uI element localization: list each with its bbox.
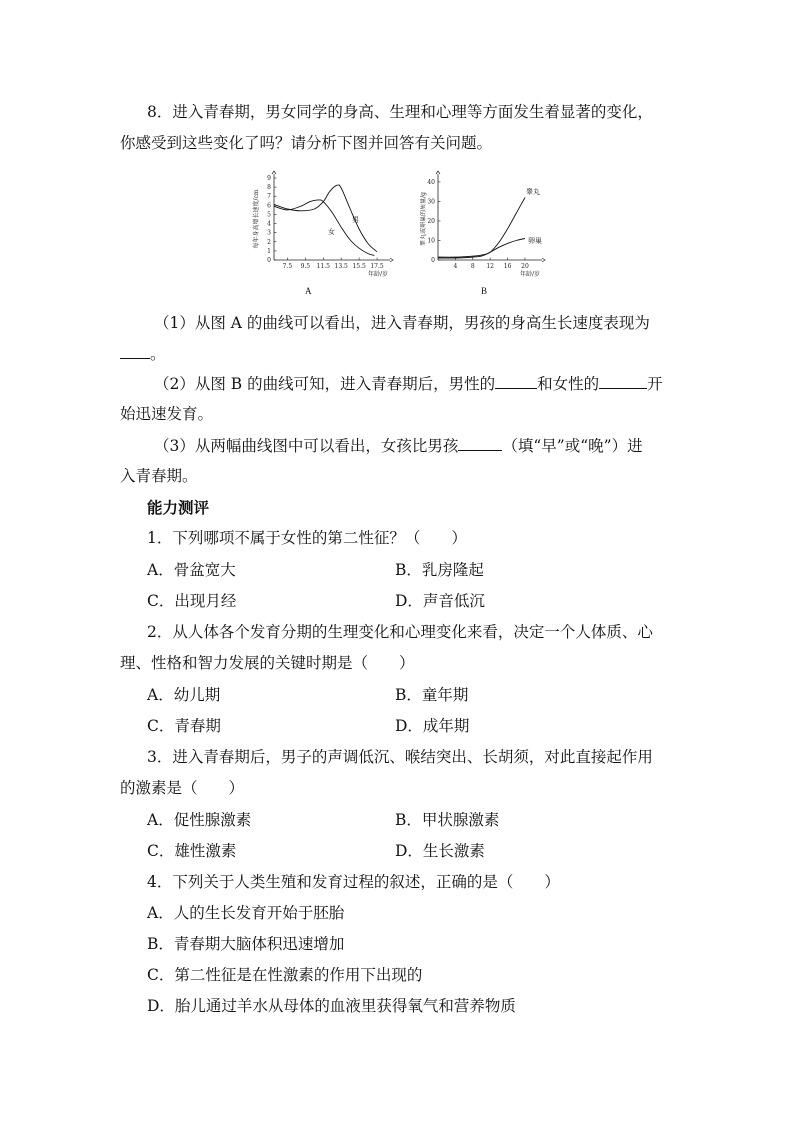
y-tick-label: 6 [267, 202, 271, 210]
y-axis-label: 每年身高增长速度/cm [253, 189, 260, 249]
series-label: 睾丸 [526, 188, 540, 196]
q8-sub1-line2 [120, 344, 166, 364]
q8-sub1-text: （1）从图 A 的曲线可以看出，进入青春期，男孩的身高生长速度表现为 [154, 314, 650, 332]
q8-sub1-end: 。 [150, 345, 166, 363]
figure-a-caption: A [305, 286, 312, 296]
q4-option-a[interactable]: A．人的生长发育开始于胚胎 [147, 904, 345, 922]
x-axis-label: 年龄/岁 [367, 271, 388, 278]
q2-stem-line1: 2．从人体各个发育分期的生理变化和心理变化来看，决定一个人体质、心 [147, 623, 653, 641]
y-tick-label: 0 [431, 257, 435, 264]
x-tick-label: 11.5 [316, 263, 330, 270]
y-axis-arrow [436, 171, 440, 174]
q1-option-b[interactable]: B．乳房隆起 [395, 561, 484, 579]
x-axis-arrow [542, 258, 545, 262]
y-tick-label: 1 [267, 247, 271, 255]
q1-option-c[interactable]: C．出现月经 [147, 592, 237, 610]
y-tick-label: 20 [427, 217, 435, 225]
series-line-1 [438, 198, 525, 258]
q8-line2: 你感受到这些变化了吗？请分析下图并回答有关问题。 [120, 134, 493, 152]
q4-option-c[interactable]: C．第二性征是在性激素的作用下出现的 [147, 966, 423, 984]
x-tick-label: 7.5 [282, 263, 293, 270]
y-tick-label: 8 [267, 184, 271, 192]
y-tick-label: 30 [427, 198, 435, 206]
x-tick-label: 15.5 [352, 263, 366, 270]
q8-sub1-line1 [154, 313, 650, 333]
x-tick-label: 4 [453, 263, 458, 270]
q8-sub2-text-a: （2）从图 B 的曲线可知，进入青春期后，男性的 [154, 375, 496, 393]
q8-line1: 8．进入青春期，男女同学的身高、生理和心理等方面发生着显著的变化， [147, 103, 653, 121]
q8-sub3-line1 [154, 436, 643, 456]
q2-option-a[interactable]: A．幼儿期 [147, 686, 221, 704]
x-tick-label: 20 [521, 263, 529, 270]
x-tick-label: 13.5 [334, 263, 348, 270]
q8-sub2-line2: 始迅速发育。 [120, 405, 214, 423]
series-label: 卵巢 [528, 237, 542, 245]
y-tick-label: 3 [267, 229, 271, 237]
section-title: 能力测评 [147, 498, 210, 517]
q3-option-a[interactable]: A．促性腺激素 [147, 811, 252, 829]
y-tick-label: 9 [267, 175, 271, 182]
x-tick-label: 17.5 [370, 263, 384, 270]
series-label: 男 [352, 216, 359, 224]
q3-option-c[interactable]: C．雄性激素 [147, 842, 237, 860]
x-tick-label: 12 [486, 263, 494, 270]
x-tick-label: 8 [470, 263, 475, 270]
q8-sub2-text-b: 和女性的 [537, 375, 600, 393]
y-axis-arrow [272, 171, 276, 174]
q1-stem: 1．下列哪项不属于女性的第二性征？（ ） [147, 529, 467, 547]
q1-option-a[interactable]: A．骨盆宽大 [147, 561, 236, 579]
x-axis-arrow [390, 258, 393, 262]
q1-option-d[interactable]: D．声音低沉 [395, 592, 485, 610]
q3-option-b[interactable]: B．甲状腺激素 [395, 811, 500, 829]
q4-option-b[interactable]: B．青春期大脑体积迅速增加 [147, 935, 345, 953]
q8-sub2-line1 [154, 374, 663, 394]
q3-stem-line1: 3．进入青春期后，男子的声调低沉、喉结突出、长胡须，对此直接起作用 [147, 748, 653, 766]
series-label: 女 [328, 228, 335, 236]
y-tick-label: 2 [267, 238, 271, 246]
q4-option-d[interactable]: D．胎儿通过羊水从母体的血液里获得氧气和营养物质 [147, 997, 516, 1015]
y-axis-label: 睾丸或卵巢的质量/g [420, 192, 427, 246]
q2-option-d[interactable]: D．成年期 [395, 717, 470, 735]
q8-sub3-text-a: （3）从两幅曲线图中可以看出，女孩比男孩 [154, 437, 459, 455]
y-tick-label: 4 [267, 220, 271, 228]
answer-blank-2[interactable] [495, 374, 537, 389]
q8-sub3-line2: 入青春期。 [120, 467, 198, 485]
figure-b-caption: B [481, 286, 488, 296]
figure-a-chart [250, 168, 400, 286]
q8-sub3-text-b: （填“早”或“晚”）进 [502, 437, 643, 455]
y-tick-label: 40 [427, 178, 435, 186]
y-tick-label: 10 [427, 237, 435, 245]
y-tick-label: 5 [267, 211, 271, 219]
y-tick-label: 0 [267, 257, 271, 264]
answer-blank-1[interactable] [120, 344, 150, 359]
q2-option-c[interactable]: C．青春期 [147, 717, 221, 735]
y-tick-label: 7 [267, 193, 271, 201]
series-line-1 [274, 185, 377, 252]
q2-stem-line2: 理、性格和智力发展的关键时期是（ ） [120, 654, 415, 672]
q2-option-b[interactable]: B．童年期 [395, 686, 469, 704]
q4-stem: 4．下列关于人类生殖和发育过程的叙述，正确的是（ ） [147, 873, 560, 891]
answer-blank-4[interactable] [458, 436, 502, 451]
q3-option-d[interactable]: D．生长激素 [395, 842, 485, 860]
figure-b-chart [420, 168, 560, 286]
x-tick-label: 9.5 [300, 263, 311, 270]
series-line-2 [274, 200, 374, 256]
q8-sub2-text-c: 开 [647, 375, 663, 393]
x-tick-label: 16 [503, 263, 512, 270]
answer-blank-3[interactable] [599, 374, 647, 389]
q3-stem-line2: 的激素是（ ） [120, 779, 245, 797]
x-axis-label: 年龄/岁 [519, 271, 540, 278]
